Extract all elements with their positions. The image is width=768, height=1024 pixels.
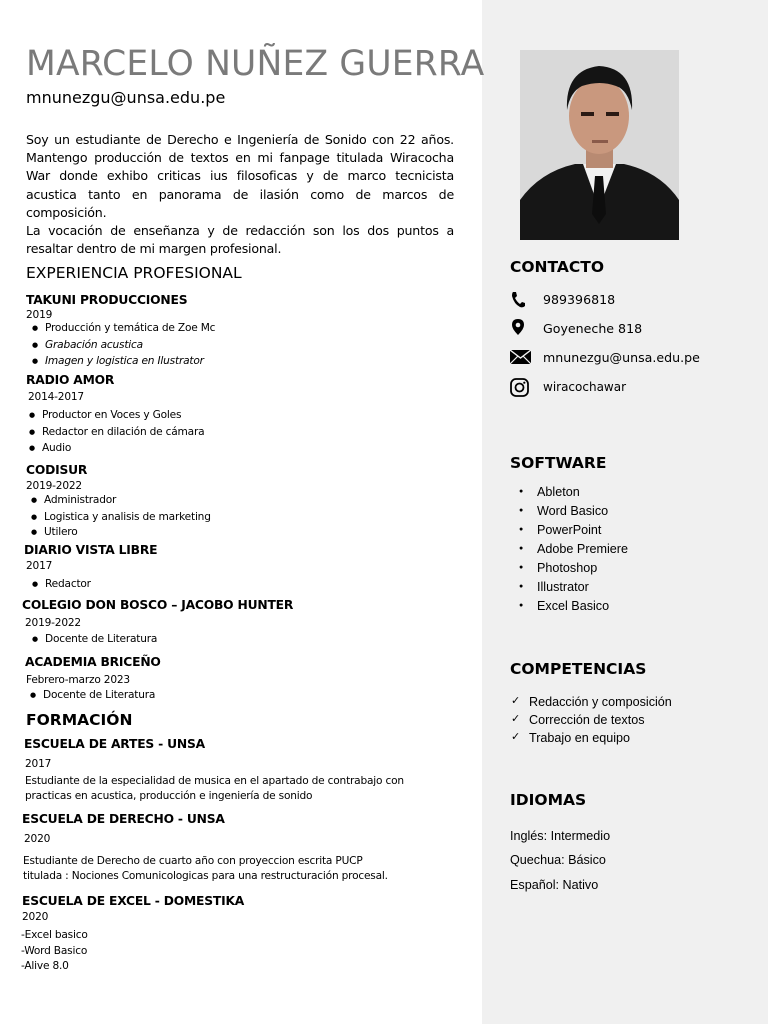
job-item: ● Redactor: [45, 578, 91, 590]
job-years: 2019-2022: [25, 617, 81, 629]
school-name: ESCUELA DE ARTES - UNSA: [24, 737, 205, 751]
school-name: ESCUELA DE DERECHO - UNSA: [22, 812, 225, 826]
competencies-heading: COMPETENCIAS: [510, 660, 647, 678]
portrait-illustration: [520, 50, 679, 240]
languages-heading: IDIOMAS: [510, 791, 587, 809]
contact-instagram[interactable]: wiracochawar: [543, 380, 627, 394]
location-pin-icon: [511, 318, 525, 341]
school-year: 2020: [24, 833, 51, 845]
competency-item: ✓ Trabajo en equipo: [529, 731, 630, 745]
job-item: ● Imagen y logistica en Ilustrator: [45, 355, 204, 367]
software-item: ● Adobe Premiere: [537, 542, 628, 556]
software-item: ● Excel Basico: [537, 599, 609, 613]
job-item: ● Productor en Voces y Goles: [42, 409, 181, 421]
job-title: COLEGIO DON BOSCO – JACOBO HUNTER: [22, 598, 294, 612]
school-year: 2020: [22, 911, 49, 923]
job-years: Febrero-marzo 2023: [26, 674, 130, 686]
competency-item: ✓ Corrección de textos: [529, 713, 645, 727]
phone-icon: [511, 291, 526, 313]
school-description: Estudiante de Derecho de cuarto año con proyeccion escrita PUCP: [23, 855, 363, 867]
school-description: -Alive 8.0: [21, 960, 69, 972]
contact-email[interactable]: mnunezgu@unsa.edu.pe: [543, 350, 700, 365]
job-item: ● Docente de Literatura: [43, 689, 155, 701]
job-title: DIARIO VISTA LIBRE: [24, 543, 158, 557]
job-title: CODISUR: [26, 463, 88, 477]
software-item: ● Photoshop: [537, 561, 597, 575]
software-heading: SOFTWARE: [510, 454, 607, 472]
job-item: ● Utilero: [44, 526, 78, 538]
software-item: ● Illustrator: [537, 580, 589, 594]
job-item: ● Grabación acustica: [45, 339, 143, 351]
job-years: 2019: [26, 309, 53, 321]
job-years: 2017: [26, 560, 53, 572]
experience-heading: EXPERIENCIA PROFESIONAL: [26, 264, 242, 282]
job-title: RADIO AMOR: [26, 373, 115, 387]
job-item: ● Docente de Literatura: [45, 633, 157, 645]
job-item: ● Logistica y analisis de marketing: [44, 511, 211, 523]
software-item: ● Ableton: [537, 485, 580, 499]
profile-summary: [26, 131, 454, 258]
contact-address: Goyeneche 818: [543, 321, 643, 336]
school-name: ESCUELA DE EXCEL - DOMESTIKA: [22, 894, 245, 908]
summary-paragraph-1: Soy un estudiante de Derecho e Ingeniería de Sonido con 22 años. Mantengo producción de textos en mi fanpage titulada Wiracocha War donde exhibo criticas ius filosoficas y de marco tecnicista acustica tanto en panorama de ilasión como de marcos de composición.: [26, 132, 454, 220]
school-description: -Excel basico: [21, 929, 88, 941]
software-item: ● PowerPoint: [537, 523, 601, 537]
school-description: titulada : Nociones Comunicologicas para una restructuración procesal.: [23, 870, 388, 882]
school-description: practicas en acustica, producción e ingeniería de sonido: [25, 790, 313, 802]
contact-phone[interactable]: 989396818: [543, 292, 616, 307]
job-years: 2014-2017: [28, 391, 84, 403]
software-item: ● Word Basico: [537, 504, 608, 518]
competency-item: ✓ Redacción y composición: [529, 695, 672, 709]
job-title: ACADEMIA BRICEÑO: [25, 655, 161, 669]
candidate-name: MARCELO NUÑEZ GUERRA: [26, 44, 485, 84]
job-item: ● Audio: [42, 442, 71, 454]
language-item: Inglés: Intermedio: [510, 829, 611, 843]
school-description: -Word Basico: [21, 945, 88, 957]
language-item: Quechua: Básico: [510, 853, 606, 867]
school-description: Estudiante de la especialidad de musica en el apartado de contrabajo con: [25, 775, 404, 787]
instagram-icon: [510, 378, 529, 402]
summary-paragraph-2: La vocación de enseñanza y de redacción son los dos puntos a resaltar dentro de mi margen profesional.: [26, 223, 454, 257]
envelope-icon: [510, 350, 531, 369]
education-heading: FORMACIÓN: [26, 711, 133, 729]
job-years: 2019-2022: [26, 480, 82, 492]
job-item: ● Redactor en dilación de cámara: [42, 426, 204, 438]
language-item: Español: Nativo: [510, 878, 599, 892]
header-email[interactable]: mnunezgu@unsa.edu.pe: [26, 88, 226, 107]
profile-photo: [520, 50, 679, 240]
job-title: TAKUNI PRODUCCIONES: [26, 293, 188, 307]
job-item: ● Administrador: [44, 494, 116, 506]
contact-heading: CONTACTO: [510, 258, 605, 276]
school-year: 2017: [25, 758, 52, 770]
job-item: ● Producción y temática de Zoe Mc: [45, 322, 215, 334]
